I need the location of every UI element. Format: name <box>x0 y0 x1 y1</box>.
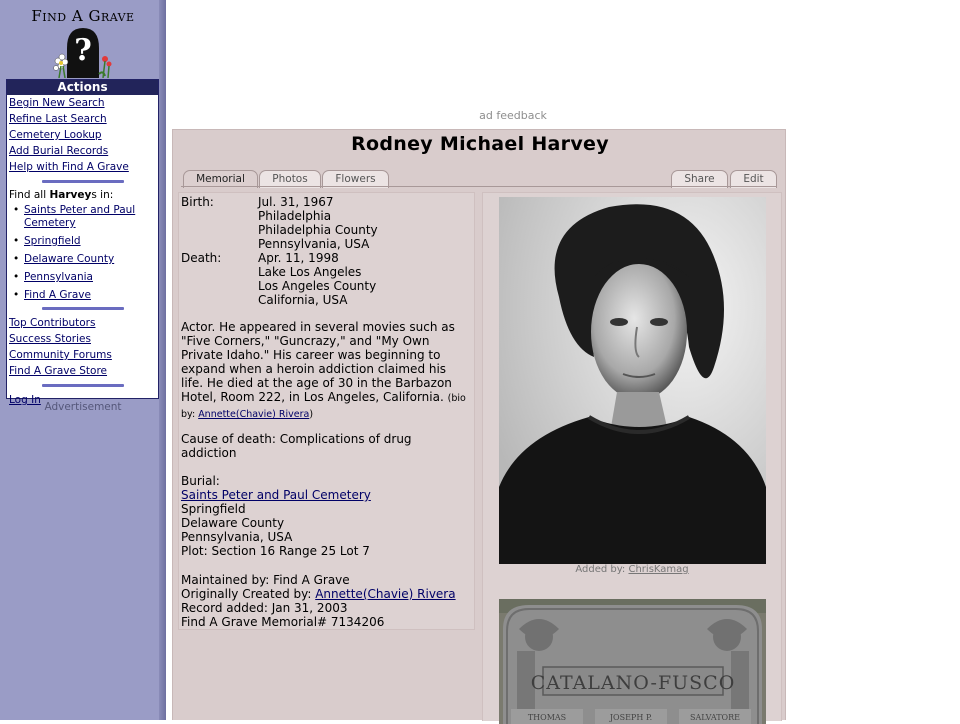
headstone-name: CATALANO-FUSCO <box>530 672 736 694</box>
birth-county: Philadelphia County <box>258 223 378 237</box>
bio-text: Actor. He appeared in several movies such as "Five Corners," "Guncrazy," and "My Own Private Idaho." His career was beginning to expand when a heroin addiction claimed his life. He died at the age of 30 in the Barbazon Hotel, Room 222, in Los Angeles, California. <box>181 320 455 404</box>
bio-credit-prefix: (bio by: <box>181 393 466 420</box>
help-link[interactable]: Help with Find A Grave <box>9 161 129 173</box>
bio-author-link[interactable]: Annette(Chavie) Rivera <box>198 409 310 420</box>
tab-flowers[interactable]: Flowers <box>322 170 389 188</box>
cause-of-death: Cause of death: Complications of drug addiction <box>181 432 412 460</box>
memorial-panel <box>172 129 786 720</box>
record-info <box>181 573 473 629</box>
page-title: Rodney Michael Harvey <box>351 133 609 155</box>
headstone-sub-1: THOMAS <box>527 713 567 722</box>
creator-link[interactable]: Annette(Chavie) Rivera <box>315 587 456 601</box>
actions-title: Actions <box>7 80 158 95</box>
sidebar-shadow <box>159 0 166 720</box>
find-all-county-link[interactable]: Delaware County <box>24 253 115 265</box>
find-all-list <box>7 204 158 302</box>
headstone-photo[interactable] <box>499 599 766 724</box>
photos-panel <box>482 192 782 721</box>
find-all-cemetery-link[interactable]: Saints Peter and Paul Cemetery <box>24 204 136 229</box>
logo-text: Find A Grave <box>31 7 135 25</box>
burial-label: Burial: <box>181 474 220 488</box>
created-by-prefix: Originally Created by: <box>181 587 316 601</box>
store-link[interactable]: Find A Grave Store <box>9 365 108 377</box>
birth-values <box>258 195 378 251</box>
burial-plot: Plot: Section 16 Range 25 Lot 7 <box>181 544 370 558</box>
advertisement-label: Advertisement <box>44 401 122 413</box>
list-item <box>7 253 158 266</box>
headstone-question-icon <box>53 26 113 78</box>
photo-credit-prefix: Added by: <box>575 564 629 575</box>
tab-divider <box>181 186 777 187</box>
list-item <box>7 204 158 230</box>
photo-credit <box>483 564 781 575</box>
find-all-label <box>7 188 158 202</box>
death-date: Apr. 11, 1998 <box>258 251 339 265</box>
divider <box>42 307 124 310</box>
list-item <box>7 271 158 284</box>
community-forums-link[interactable]: Community Forums <box>9 349 112 361</box>
burial-section <box>181 474 473 558</box>
find-all-prefix: Find all <box>9 189 50 201</box>
memorial-details <box>178 192 475 630</box>
birth-state: Pennsylvania, USA <box>258 237 370 251</box>
portrait-photo[interactable] <box>499 197 766 564</box>
find-all-suffix: s in: <box>91 189 114 201</box>
created-by <box>181 587 473 601</box>
birth-label: Birth: <box>181 195 214 209</box>
memorial-id: Find A Grave Memorial# 7134206 <box>181 615 385 629</box>
actions-panel <box>6 79 159 406</box>
record-added: Record added: Jan 31, 2003 <box>181 601 348 615</box>
tab-photos[interactable]: Photos <box>259 170 321 188</box>
svg-text:?: ? <box>74 33 92 68</box>
birth-city: Philadelphia <box>258 209 332 223</box>
success-stories-link[interactable]: Success Stories <box>9 333 91 345</box>
death-state: California, USA <box>258 293 348 307</box>
birth-date: Jul. 31, 1967 <box>258 195 334 209</box>
ad-feedback-link[interactable]: ad feedback <box>479 109 547 122</box>
find-a-grave-logo[interactable] <box>8 4 158 78</box>
death-label: Death: <box>181 251 222 265</box>
edit-button[interactable]: Edit <box>730 170 777 188</box>
death-county: Los Angeles County <box>258 279 377 293</box>
cemetery-link[interactable]: Saints Peter and Paul Cemetery <box>181 488 371 502</box>
death-values <box>258 251 376 307</box>
photo-contributor-link[interactable]: ChrisKamag <box>628 564 689 575</box>
add-burial-records-link[interactable]: Add Burial Records <box>9 145 109 157</box>
begin-new-search-link[interactable]: Begin New Search <box>9 97 105 109</box>
divider <box>42 180 124 183</box>
death-city: Lake Los Angeles <box>258 265 362 279</box>
find-all-city-link[interactable]: Springfield <box>24 235 81 247</box>
divider <box>42 384 124 387</box>
find-all-surname: Harvey <box>49 189 92 201</box>
burial-city: Springfield <box>181 502 246 516</box>
log-in-link[interactable]: Log In <box>9 394 41 406</box>
burial-state: Pennsylvania, USA <box>181 530 293 544</box>
top-contributors-link[interactable]: Top Contributors <box>9 317 96 329</box>
find-all-site-link[interactable]: Find A Grave <box>24 289 91 301</box>
maintained-by: Maintained by: Find A Grave <box>181 573 350 587</box>
list-item <box>7 289 158 302</box>
headstone-sub-2: JOSEPH P. <box>609 713 653 722</box>
tab-memorial[interactable]: Memorial <box>183 170 258 188</box>
burial-county: Delaware County <box>181 516 285 530</box>
share-button[interactable]: Share <box>671 170 728 188</box>
cemetery-lookup-link[interactable]: Cemetery Lookup <box>9 129 102 141</box>
headstone-sub-3: SALVATORE <box>690 713 740 722</box>
list-item <box>7 235 158 248</box>
bio-credit-suffix: ) <box>309 409 314 420</box>
refine-last-search-link[interactable]: Refine Last Search <box>9 113 107 125</box>
biography <box>181 320 471 422</box>
find-all-state-link[interactable]: Pennsylvania <box>24 271 93 283</box>
